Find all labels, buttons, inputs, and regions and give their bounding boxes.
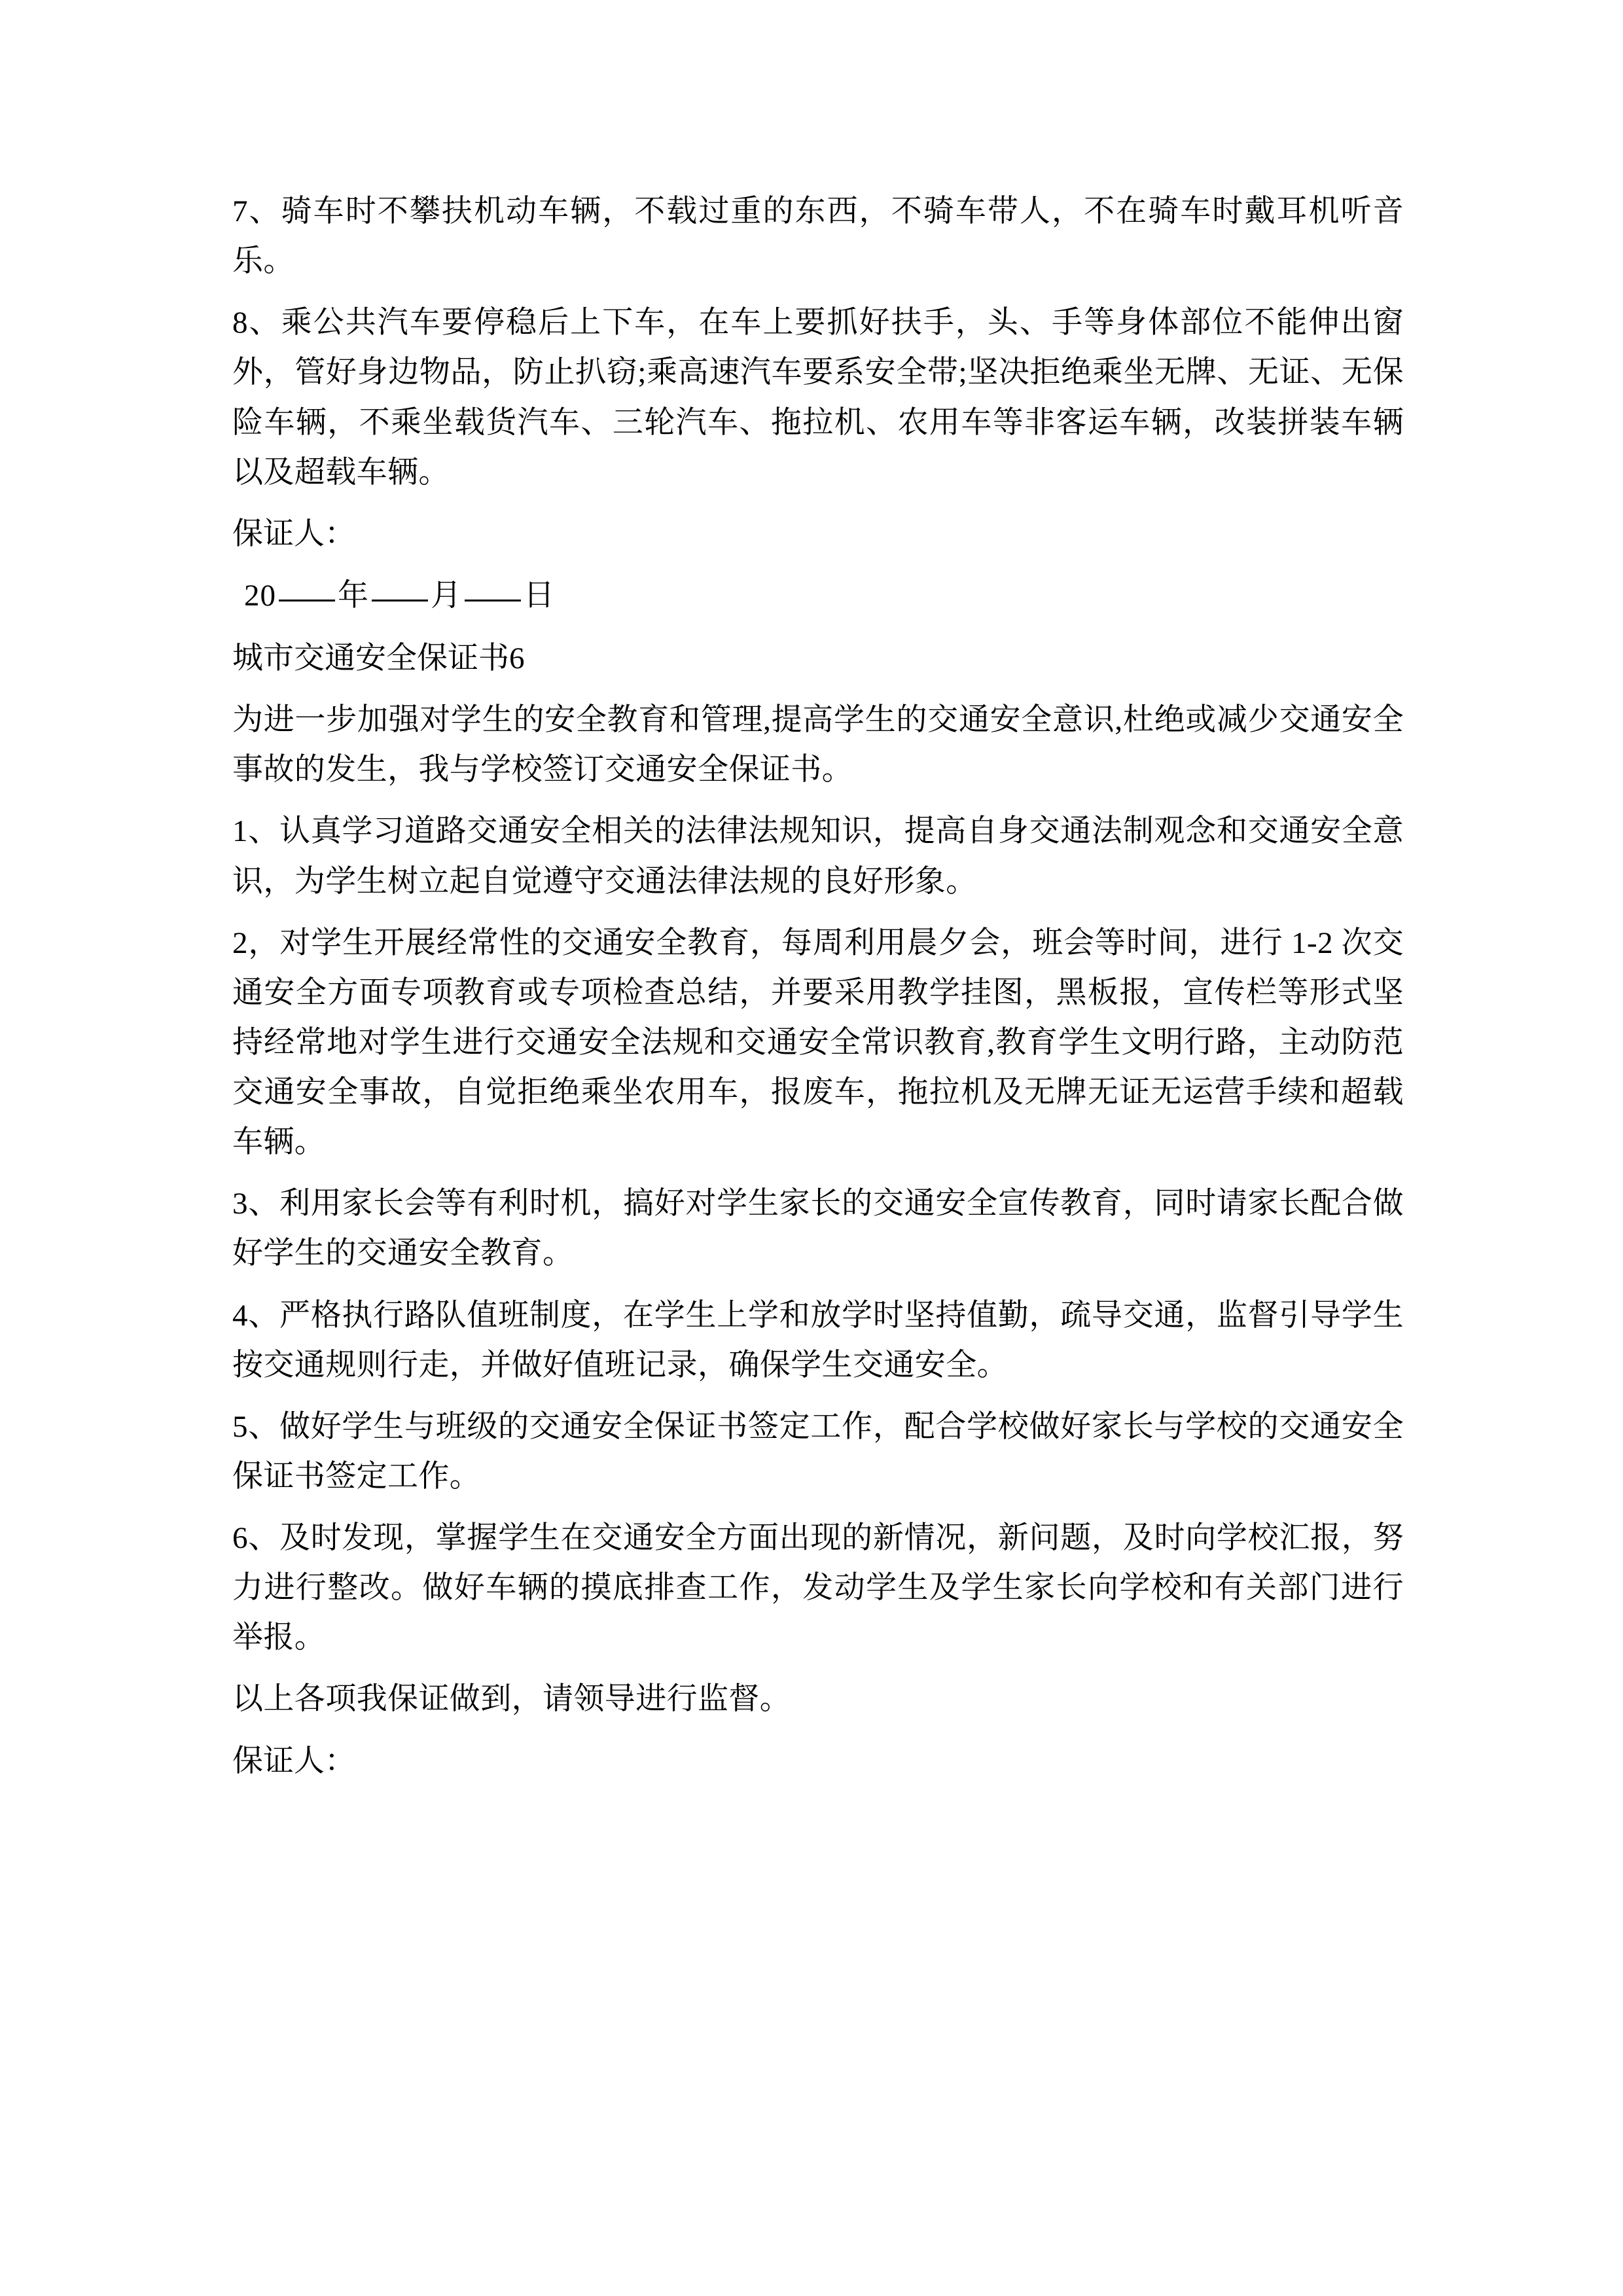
- date-year-prefix: 20: [244, 578, 276, 613]
- paragraph-closing: 以上各项我保证做到，请领导进行监督。: [232, 1682, 791, 1717]
- date-day-blank: [465, 600, 521, 601]
- section-heading: 城市交通安全保证书6: [232, 641, 525, 675]
- paragraph-intro: 为进一步加强对学生的安全教育和管理,提高学生的交通安全意识,杜绝或减少交通安全事故的发生，我与学校签订交通安全保证书。: [232, 703, 1404, 787]
- paragraph-item-1: 1、认真学习道路交通安全相关的法律法规知识，提高自身交通法制观念和交通安全意识，为学生树立起自觉遵守交通法律法规的良好形象。: [232, 814, 1404, 899]
- signature-label-bottom: 保证人：: [232, 1744, 355, 1778]
- signature-label-top: 保证人：: [232, 516, 355, 551]
- date-year-blank: [279, 600, 335, 601]
- paragraph-item-8: 8、乘公共汽车要停稳后上下车，在车上要抓好扶手，头、手等身体部位不能伸出窗外，管好身边物品，防止扒窃;乘高速汽车要系安全带;坚决拒绝乘坐无牌、无证、无保险车辆，不乘坐载货汽车、三轮汽车、拖拉机、农用车等非客运车辆，改装拼装车辆以及超载车辆。: [232, 306, 1404, 490]
- date-month-unit: 月: [431, 578, 462, 613]
- date-line: [232, 571, 1404, 620]
- date-day-unit: 日: [524, 578, 555, 613]
- document-body: [232, 187, 1404, 1786]
- paragraph-item-3: 3、利用家长会等有利时机，搞好对学生家长的交通安全宣传教育，同时请家长配合做好学生的交通安全教育。: [232, 1187, 1404, 1271]
- paragraph-item-2: 2，对学生开展经常性的交通安全教育，每周利用晨夕会，班会等时间，进行 1-2 次交通安全方面专项教育或专项检查总结，并要采用教学挂图，黑板报，宣传栏等形式坚持经常地对学生进行交通安全法规和交通安全常识教育,教育学生文明行路，主动防范交通安全事故，自觉拒绝乘坐农用车，报废车，拖拉机及无牌无证无运营手续和超载车辆。: [232, 925, 1404, 1160]
- paragraph-item-7: 7、骑车时不攀扶机动车辆，不载过重的东西，不骑车带人，不在骑车时戴耳机听音乐。: [232, 194, 1404, 279]
- paragraph-item-5: 5、做好学生与班级的交通安全保证书签定工作，配合学校做好家长与学校的交通安全保证书签定工作。: [232, 1409, 1404, 1494]
- date-year-unit: 年: [338, 578, 369, 613]
- paragraph-item-6: 6、及时发现，掌握学生在交通安全方面出现的新情况，新问题，及时向学校汇报，努力进行整改。做好车辆的摸底排查工作，发动学生及学生家长向学校和有关部门进行举报。: [232, 1521, 1404, 1655]
- date-month-blank: [372, 600, 428, 601]
- paragraph-item-4: 4、严格执行路队值班制度，在学生上学和放学时坚持值勤，疏导交通，监督引导学生按交通规则行走，并做好值班记录，确保学生交通安全。: [232, 1298, 1404, 1382]
